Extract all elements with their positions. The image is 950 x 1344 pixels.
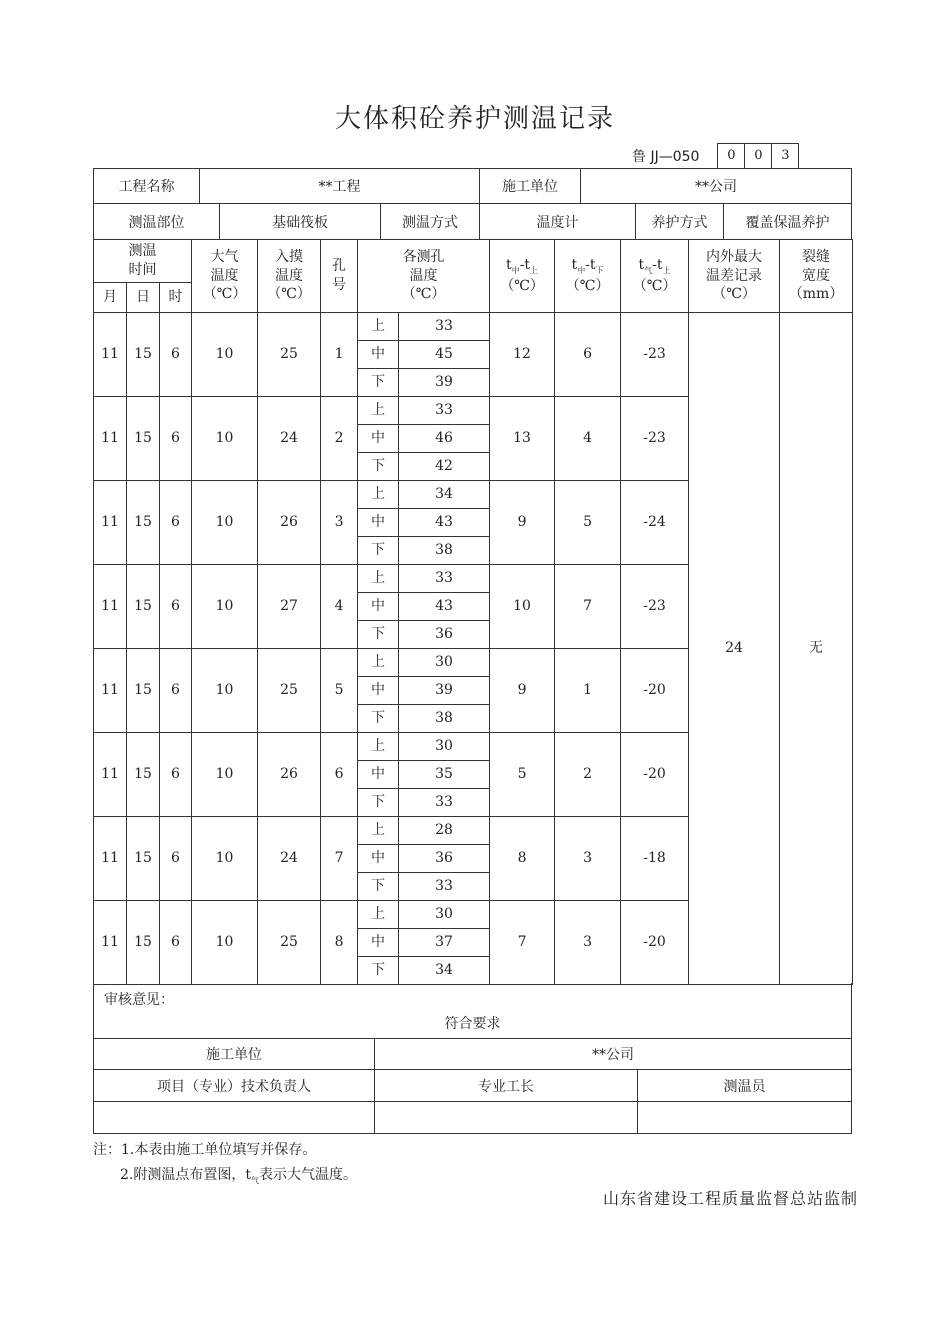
level-cell: 上 xyxy=(358,901,399,929)
level-cell: 下 xyxy=(358,453,399,481)
level-cell: 上 xyxy=(358,733,399,761)
curing-value: 覆盖保温养护 xyxy=(745,214,830,231)
hole-temp-cell: 36 xyxy=(399,621,490,649)
level-cell: 下 xyxy=(358,705,399,733)
tech-lead-signature[interactable] xyxy=(94,1102,375,1133)
level-cell: 下 xyxy=(358,957,399,985)
air-temp-cell: 10 xyxy=(192,733,258,817)
crack-header: 裂缝 宽度 （mm） xyxy=(780,240,853,313)
hole-temp-cell: 46 xyxy=(399,425,490,453)
recorder-label: 测温员 xyxy=(723,1078,766,1095)
air-temp-cell: 10 xyxy=(192,649,258,733)
month-cell: 11 xyxy=(94,817,127,901)
air-temp-cell: 10 xyxy=(192,565,258,649)
page-title: 大体积砼养护测温记录 xyxy=(334,104,615,134)
level-cell: 上 xyxy=(358,565,399,593)
hole-number-cell: 2 xyxy=(321,397,358,481)
diff-mid-bottom-cell: 2 xyxy=(555,733,621,817)
hole-number-cell: 7 xyxy=(321,817,358,901)
day-cell: 15 xyxy=(127,649,160,733)
project-info-row xyxy=(93,168,852,204)
hour-cell: 6 xyxy=(160,649,192,733)
month-cell: 11 xyxy=(94,649,127,733)
diff-mid-bottom-header: $t_中-t_下$ （℃） xyxy=(555,240,621,313)
diff-mid-top-cell: 12 xyxy=(490,313,555,397)
hour-cell: 6 xyxy=(160,733,192,817)
level-cell: 中 xyxy=(358,509,399,537)
day-header: 日 xyxy=(127,283,160,313)
diff-mid-bottom-cell: 3 xyxy=(555,817,621,901)
hole-temp-cell: 30 xyxy=(399,733,490,761)
diff-air-top-cell: -23 xyxy=(621,313,689,397)
hole-temp-cell: 36 xyxy=(399,845,490,873)
serial-digit: 0 xyxy=(744,143,771,169)
measurement-info-row xyxy=(93,204,852,240)
air-temp-cell: 10 xyxy=(192,901,258,985)
month-cell: 11 xyxy=(94,313,127,397)
air-temp-cell: 10 xyxy=(192,481,258,565)
hole-number-cell: 5 xyxy=(321,649,358,733)
hole-temp-cell: 39 xyxy=(399,369,490,397)
mold-temp-cell: 24 xyxy=(258,817,321,901)
air-temp-cell: 10 xyxy=(192,817,258,901)
max-diff-cell: 24 xyxy=(689,313,780,985)
day-cell: 15 xyxy=(127,481,160,565)
month-header: 月 xyxy=(94,283,127,313)
level-cell: 上 xyxy=(358,313,399,341)
diff-mid-top-cell: 5 xyxy=(490,733,555,817)
project-name-label: 工程名称 xyxy=(94,169,200,203)
signoff-roles-row xyxy=(93,1070,852,1102)
diff-mid-bottom-cell: 4 xyxy=(555,397,621,481)
level-cell: 下 xyxy=(358,873,399,901)
air-temp-cell: 10 xyxy=(192,313,258,397)
mold-temp-cell: 24 xyxy=(258,397,321,481)
diff-air-top-cell: -18 xyxy=(621,817,689,901)
temperature-table xyxy=(93,239,853,985)
level-cell: 上 xyxy=(358,817,399,845)
level-cell: 下 xyxy=(358,369,399,397)
signoff-unit-value: **公司 xyxy=(592,1047,634,1063)
diff-mid-bottom-cell: 1 xyxy=(555,649,621,733)
diff-mid-bottom-cell: 3 xyxy=(555,901,621,985)
diff-air-top-cell: -20 xyxy=(621,901,689,985)
foreman-label: 专业工长 xyxy=(375,1070,638,1101)
tech-lead-label: 项目（专业）技术负责人 xyxy=(94,1070,375,1101)
mold-temp-cell: 26 xyxy=(258,733,321,817)
serial-digit: 3 xyxy=(771,143,799,169)
serial-digit: 0 xyxy=(717,143,744,169)
hole-temp-cell: 35 xyxy=(399,761,490,789)
diff-mid-top-cell: 9 xyxy=(490,481,555,565)
day-cell: 15 xyxy=(127,565,160,649)
project-name-value: **工程 xyxy=(200,169,480,203)
level-cell: 下 xyxy=(358,621,399,649)
month-cell: 11 xyxy=(94,901,127,985)
hour-cell: 6 xyxy=(160,565,192,649)
hole-number-cell: 6 xyxy=(321,733,358,817)
review-label: 审核意见： xyxy=(104,992,174,1008)
location-label: 测温部位 xyxy=(94,204,220,239)
location-value: 基础筏板 xyxy=(220,204,381,239)
construction-unit-label: 施工单位 xyxy=(480,169,581,203)
month-cell: 11 xyxy=(94,733,127,817)
max-diff-header: 内外最大 温差记录 （℃） xyxy=(689,240,780,313)
level-cell: 上 xyxy=(358,481,399,509)
diff-air-top-cell: -23 xyxy=(621,397,689,481)
level-cell: 上 xyxy=(358,649,399,677)
diff-air-top-header: $t_气-t_上$ （℃） xyxy=(621,240,689,313)
diff-air-top-cell: -20 xyxy=(621,733,689,817)
day-cell: 15 xyxy=(127,313,160,397)
hole-temp-cell: 33 xyxy=(399,397,490,425)
level-cell: 中 xyxy=(358,761,399,789)
method-value: 温度计 xyxy=(480,204,636,239)
hole-temp-cell: 34 xyxy=(399,481,490,509)
recorder-signature[interactable] xyxy=(638,1102,851,1133)
diff-mid-top-cell: 9 xyxy=(490,649,555,733)
hole-temp-cell: 34 xyxy=(399,957,490,985)
diff-mid-top-cell: 7 xyxy=(490,901,555,985)
hole-temp-cell: 38 xyxy=(399,705,490,733)
method-label: 测温方式 xyxy=(381,204,480,239)
signature-row xyxy=(93,1102,852,1134)
hole-temp-cell: 43 xyxy=(399,593,490,621)
mold-temp-cell: 25 xyxy=(258,649,321,733)
form-code-label: 鲁 JJ—050 xyxy=(632,148,700,165)
mold-temp-cell: 27 xyxy=(258,565,321,649)
note-1: 注：1.本表由施工单位填写并保存。 xyxy=(93,1142,317,1158)
hole-temp-cell: 30 xyxy=(399,901,490,929)
issuer-footer: 山东省建设工程质量监督总站监制 xyxy=(602,1189,858,1208)
month-cell: 11 xyxy=(94,397,127,481)
level-cell: 上 xyxy=(358,397,399,425)
mold-temp-cell: 25 xyxy=(258,901,321,985)
level-cell: 中 xyxy=(358,425,399,453)
diff-mid-top-cell: 13 xyxy=(490,397,555,481)
diff-mid-top-cell: 8 xyxy=(490,817,555,901)
table-row xyxy=(94,313,853,341)
day-cell: 15 xyxy=(127,817,160,901)
air-temp-header: 大气 温度 （℃） xyxy=(192,240,258,313)
day-cell: 15 xyxy=(127,901,160,985)
hole-temp-cell: 33 xyxy=(399,565,490,593)
level-cell: 中 xyxy=(358,845,399,873)
hole-number-cell: 4 xyxy=(321,565,358,649)
review-value: 符合要求 xyxy=(444,1016,501,1032)
hole-number-cell: 8 xyxy=(321,901,358,985)
crack-width-cell: 无 xyxy=(780,313,853,985)
hour-cell: 6 xyxy=(160,313,192,397)
diff-air-top-cell: -24 xyxy=(621,481,689,565)
curing-label: 养护方式 xyxy=(636,204,724,239)
level-cell: 中 xyxy=(358,593,399,621)
diff-mid-bottom-cell: 6 xyxy=(555,313,621,397)
diff-mid-top-header: $t_中-t_上$ （℃） xyxy=(490,240,555,313)
diff-air-top-cell: -20 xyxy=(621,649,689,733)
hole-temp-cell: 38 xyxy=(399,537,490,565)
hole-temp-cell: 37 xyxy=(399,929,490,957)
mold-temp-cell: 25 xyxy=(258,313,321,397)
hour-cell: 6 xyxy=(160,397,192,481)
note-2: 2.附测温点布置图，$t_气$表示大气温度。 xyxy=(120,1167,357,1185)
diff-mid-top-cell: 10 xyxy=(490,565,555,649)
hole-number-cell: 1 xyxy=(321,313,358,397)
hole-temp-cell: 39 xyxy=(399,677,490,705)
review-section xyxy=(93,983,852,1039)
hole-number-cell: 3 xyxy=(321,481,358,565)
hole-temp-header: 各测孔 温度 （℃） xyxy=(358,240,490,313)
hour-cell: 6 xyxy=(160,901,192,985)
level-cell: 中 xyxy=(358,929,399,957)
level-cell: 中 xyxy=(358,341,399,369)
hole-temp-cell: 45 xyxy=(399,341,490,369)
time-header: 测温 时间 xyxy=(94,240,192,283)
diff-air-top-cell: -23 xyxy=(621,565,689,649)
signoff-unit-row xyxy=(93,1039,852,1070)
hole-header: 孔 号 xyxy=(321,240,358,313)
level-cell: 下 xyxy=(358,789,399,817)
day-cell: 15 xyxy=(127,733,160,817)
hour-cell: 6 xyxy=(160,817,192,901)
hour-header: 时 xyxy=(160,283,192,313)
hole-temp-cell: 43 xyxy=(399,509,490,537)
hole-temp-cell: 33 xyxy=(399,313,490,341)
day-cell: 15 xyxy=(127,397,160,481)
air-temp-cell: 10 xyxy=(192,397,258,481)
level-cell: 中 xyxy=(358,677,399,705)
diff-mid-bottom-cell: 7 xyxy=(555,565,621,649)
hole-temp-cell: 28 xyxy=(399,817,490,845)
month-cell: 11 xyxy=(94,481,127,565)
hole-temp-cell: 33 xyxy=(399,789,490,817)
signoff-unit-label: 施工单位 xyxy=(94,1039,375,1069)
hole-temp-cell: 42 xyxy=(399,453,490,481)
hour-cell: 6 xyxy=(160,481,192,565)
month-cell: 11 xyxy=(94,565,127,649)
diff-mid-bottom-cell: 5 xyxy=(555,481,621,565)
form-code xyxy=(632,143,799,168)
construction-unit-value: **公司 xyxy=(695,179,737,195)
hole-temp-cell: 33 xyxy=(399,873,490,901)
level-cell: 下 xyxy=(358,537,399,565)
foreman-signature[interactable] xyxy=(375,1102,638,1133)
hole-temp-cell: 30 xyxy=(399,649,490,677)
mold-temp-header: 入摸 温度 （℃） xyxy=(258,240,321,313)
mold-temp-cell: 26 xyxy=(258,481,321,565)
